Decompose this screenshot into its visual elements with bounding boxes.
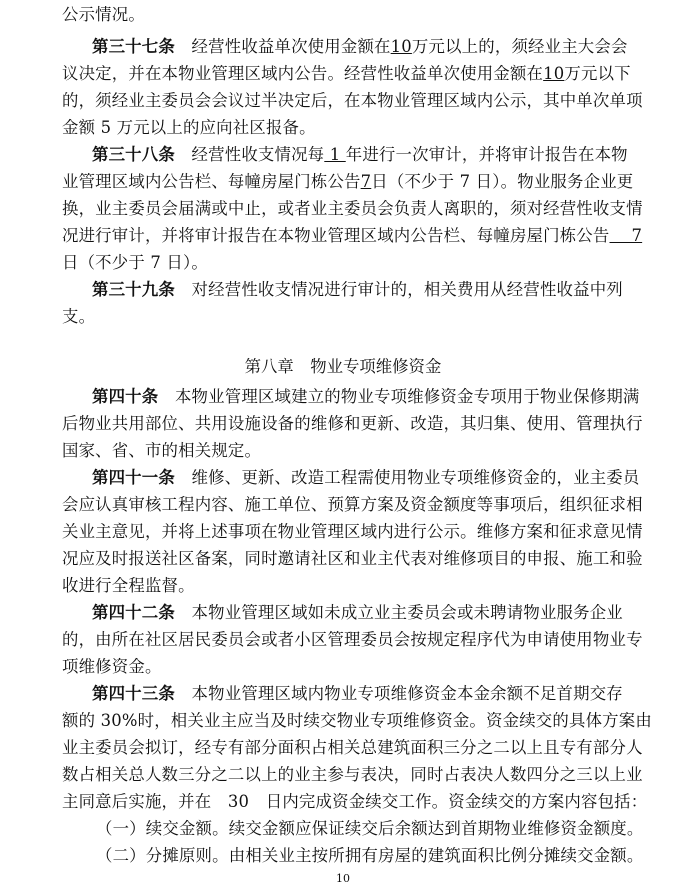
article-43: 第四十三条 本物业管理区域内物业专项维修资金本金余额不足首期交存	[92, 684, 623, 703]
list-item: （二）分摊原则。由相关业主按所拥有房屋的建筑面积比例分摊续交金额。	[96, 846, 644, 865]
list-item: （一）续交金额。续交金额应保证续交后余额达到首期物业维修资金额度。	[96, 819, 644, 838]
article-label: 第四十三条	[92, 684, 175, 703]
text-line: 项维修资金。	[62, 657, 162, 676]
text-line: 收进行全程监督。	[62, 576, 195, 595]
article-label: 第四十条	[92, 387, 159, 406]
text-line: 公示情况。	[62, 5, 145, 24]
article-label: 第四十一条	[92, 468, 175, 487]
text-line: 会应认真审核工程内容、施工单位、预算方案及资金额度等事项后，组织征求相	[62, 495, 643, 514]
text-line: 况应及时报送社区备案，同时邀请社区和业主代表对维修项目的申报、施工和验	[62, 549, 643, 568]
article-38: 第三十八条 经营性收支情况每 1 年进行一次审计，并将审计报告在本物	[92, 145, 628, 164]
article-39: 第三十九条 对经营性收支情况进行审计的，相关费用从经营性收益中列	[92, 280, 623, 299]
page-number: 10	[336, 872, 350, 885]
text-line: 业主委员会拟订，经专有部分面积占相关总建筑面积三分之二以上且专有部分人	[62, 738, 643, 757]
text-line: 金额 5 万元以上的应向社区报备。	[62, 118, 316, 137]
article-label: 第四十二条	[92, 603, 175, 622]
article-40: 第四十条 本物业管理区域建立的物业专项维修资金专项用于物业保修期满	[92, 387, 640, 406]
text-line: 的，须经业主委员会会议过半决定后，在本物业管理区域内公示，其中单次单项	[62, 91, 643, 110]
article-37: 第三十七条 经营性收益单次使用金额在10万元以上的，须经业主大会会	[92, 37, 628, 56]
text-line: 主同意后实施，并在 30 日内完成资金续交工作。资金续交的方案内容包括：	[62, 792, 648, 811]
text-line: 换，业主委员会届满或中止，或者业主委员会负责人离职的，须对经营性收支情	[62, 199, 643, 218]
article-41: 第四十一条 维修、更新、改造工程需使用物业专项维修资金的，业主委员	[92, 468, 640, 487]
text-line: 日（不少于 7 日）。	[62, 253, 208, 272]
text-line: 数占相关总人数三分之二以上的业主参与表决，同时占表决人数四分之三以上业	[62, 765, 643, 784]
article-label: 第三十八条	[92, 145, 175, 164]
text-line: 国家、省、市的相关规定。	[62, 441, 262, 460]
text-line: 额的 30%时，相关业主应当及时续交物业专项维修资金。资金续交的具体方案由	[62, 711, 652, 730]
article-label: 第三十七条	[92, 37, 175, 56]
article-label: 第三十九条	[92, 280, 175, 299]
text-line: 支。	[62, 307, 96, 326]
article-42: 第四十二条 本物业管理区域如未成立业主委员会或未聘请物业服务企业	[92, 603, 623, 622]
text-line: 议决定，并在本物业管理区域内公告。经营性收益单次使用金额在10万元以下	[62, 64, 631, 83]
text-line: 况进行审计，并将审计报告在本物业管理区域内公告栏、每幢房屋门栋公告 7	[62, 226, 643, 245]
chapter-title: 第八章 物业专项维修资金	[244, 357, 442, 376]
text-line: 关业主意见，并将上述事项在物业管理区域内进行公示。维修方案和征求意见情	[62, 522, 643, 541]
text-line: 后物业共用部位、共用设施设备的维修和更新、改造，其归集、使用、管理执行	[62, 414, 643, 433]
text-line: 业管理区域内公告栏、每幢房屋门栋公告7日（不少于 7 日）。物业服务企业更	[62, 172, 634, 191]
text-line: 的，由所在社区居民委员会或者小区管理委员会按规定程序代为申请使用物业专	[62, 630, 643, 649]
